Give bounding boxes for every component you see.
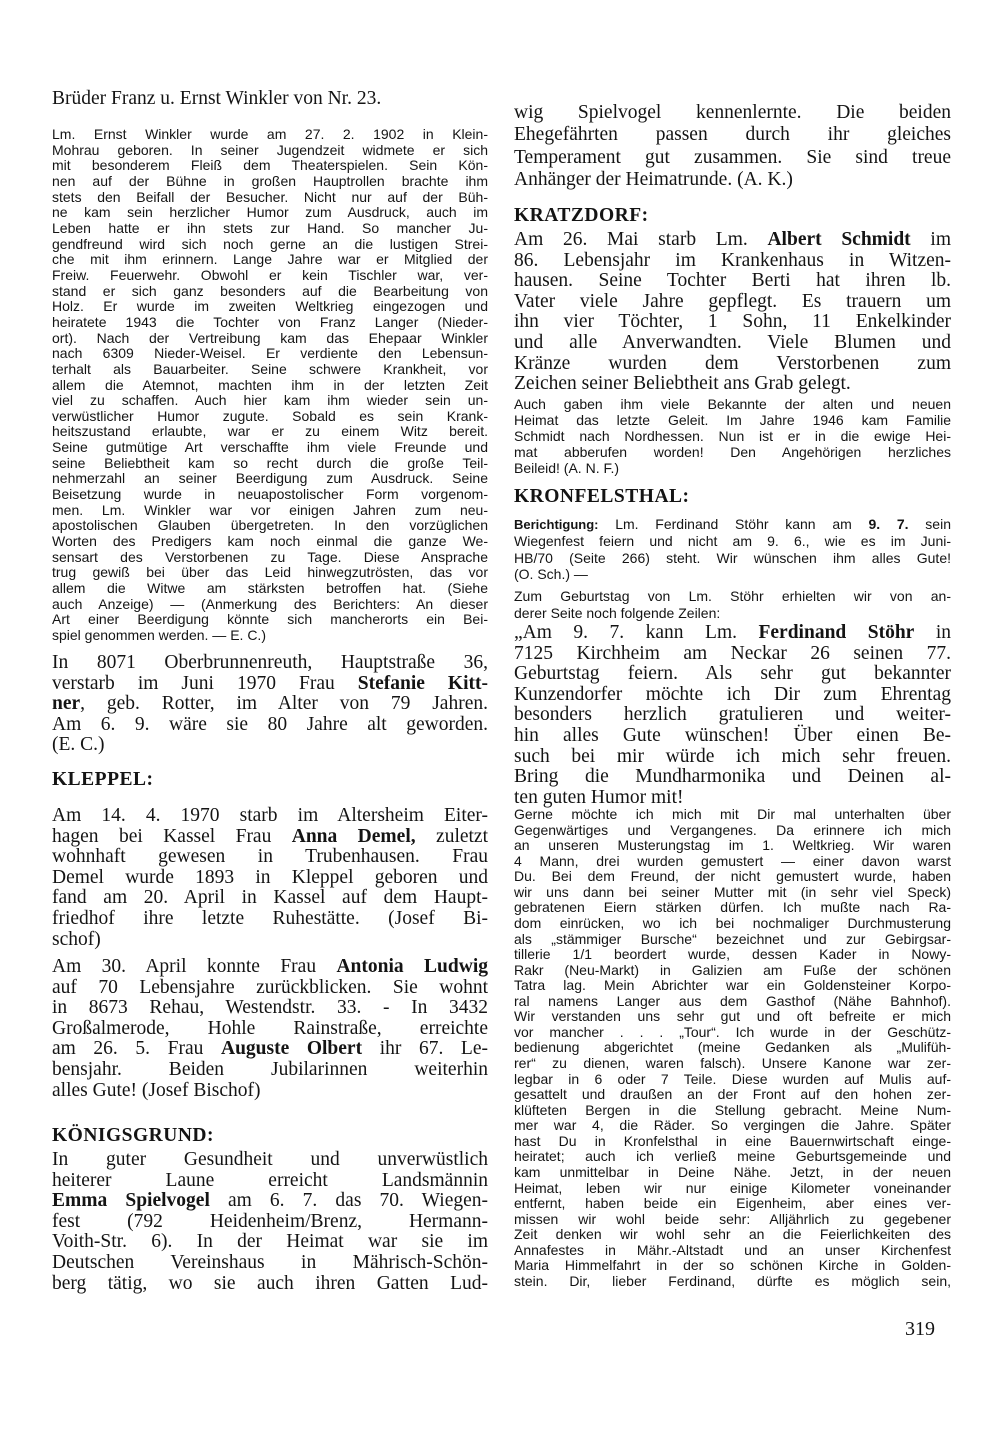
text-line: In 8071 Oberbrunnenreuth, Hauptstraße 36, [52, 652, 488, 673]
text-line: Beileid! (A. N. F.) [514, 460, 620, 476]
text-line: stein. Dir, lieber Ferdinand, dürfte es möglich sein, [514, 1272, 951, 1289]
text-line: schof) [52, 928, 101, 950]
text-line: Heimat das letzte Geleit. Im Jahre 1946 kam Familie [514, 412, 951, 428]
stoehr-letter [514, 807, 951, 1289]
text-segment: zuletzt [415, 825, 489, 847]
text-line: mer war 4, die Räder. So vergingen die Jahre. Später [514, 1117, 951, 1134]
text-segment: , geb. Rotter, im Alter von 79 Jahren. [80, 693, 488, 715]
geburtstag-intro [514, 588, 951, 622]
text-line: heitszustand erlaubte, war er zu einem Witz bereit. [52, 423, 488, 440]
text-line: che mit ihm erinnern. Lange Jahre war er Mitglied der [52, 251, 488, 268]
text-segment: im [910, 229, 951, 250]
text-line: sensart des Verstorbenen zu Tage. Diese Ansprache [52, 548, 488, 565]
text-line: tillerie 1/1 beordert wurde, dessen Kader in Nowy- [514, 946, 951, 963]
text-line: Gegenwärtiges und Vergangenes. Da erinnere ich mich [514, 821, 951, 838]
text-line: stets den Beifall der Besucher. Nicht nur auf der Büh- [52, 188, 488, 205]
spielvogel-notice [52, 1150, 488, 1294]
text-line: friedhof ihre letzte Ruhestätte. (Josef Bi- [52, 907, 488, 929]
text-segment: am 26. 5. Frau [52, 1038, 221, 1060]
text-segment: verstarb im Juni 1970 Frau [52, 672, 358, 694]
bold-name: Auguste Olbert [220, 1038, 363, 1060]
section-heading-koenigsgrund: KÖNIGSGRUND: [52, 1125, 215, 1146]
text-line: Freiw. Feuerwehr. Obwohl er kein Tischler war, ver- [52, 266, 488, 283]
text-line [52, 1039, 488, 1060]
text-segment: am 6. 7. das 70. Wiegen- [209, 1190, 489, 1212]
text-line: ral namens Langer aus dem Gasthof (Nähe Bahnhof). [514, 992, 951, 1009]
winkler-obituary [52, 127, 488, 644]
text-line: allem die Witwe am stärksten betroffen hat. (Siehe [52, 580, 488, 597]
bold-name: Emma Spielvogel [52, 1190, 210, 1212]
text-line: 4 Mann, drei wurden gemustert — einer davon warst [514, 852, 951, 869]
text-line [52, 694, 488, 715]
spielvogel-notice-continued [514, 102, 951, 191]
text-segment: Am 30. April konnte Frau [52, 956, 337, 977]
text-line: derer Seite noch folgende Zeilen: [514, 605, 721, 621]
text-line: Lm. Ernst Winkler wurde am 27. 2. 1902 in Klein- [52, 126, 488, 142]
text-line: heiterer Laune erreicht Landsmännin [52, 1169, 488, 1191]
bold-name: Albert Schmidt [767, 229, 911, 250]
text-line: nehmerzahl an seiner Beerdigung zum Ausdruck. Seine [52, 470, 488, 487]
text-line: Art einer Beerdigung könnte sich mancherorts ein Bei- [52, 611, 488, 628]
text-line: viel zu schaffen. Auch hier kam ihm wieder sein un- [52, 392, 488, 409]
text-line: Geburtstag feiern. Als sehr gut bekannter [514, 663, 951, 685]
text-line: Kränze wurden dem Verstorbenen zum [514, 352, 951, 374]
text-line: ort). Nach der Vertreibung kam das Ehepaar Winkler [52, 329, 488, 346]
text-line: Kunzendorfer möchte ich Dir zum Ehrentag [514, 683, 951, 705]
text-line: stand er sich ganz besonders auf die Bearbeitung von [52, 282, 488, 299]
text-line: verwüstlicher Humor zugute. Sobald es sein Krank- [52, 407, 488, 424]
ludwig-notice [52, 957, 488, 1101]
text-segment: hagen bei Kassel Frau [52, 825, 292, 847]
page-number: 319 [905, 1318, 935, 1340]
text-line: Ehegefährten passen durch ihr gleiches [514, 124, 951, 146]
bold-name: Berichtigung: [514, 517, 599, 532]
text-line [514, 230, 951, 251]
text-line: men. Lm. Winkler war vor einigen Jahren zum neu- [52, 501, 488, 518]
text-line: Großalmerode, Hohle Rainstraße, erreichte [52, 1017, 488, 1039]
text-line: gendfreund wird sich noch gerne an die lustigen Strei- [52, 235, 488, 252]
text-line: nach 6309 Nieder-Weisel. Er verdiente den Lebensun- [52, 345, 488, 362]
text-line: Du. Bei dem Freund, der nicht gemustert wurde, haben [514, 868, 951, 885]
text-line: Wiegenfest feiern und nicht am 9. 6., wie es im Juni- [514, 533, 951, 550]
text-line: Rakr (Neu-Markt) in Galizien am Fuße der schönen [514, 961, 951, 978]
text-line: in 8673 Rehau, Westendstr. 33. - In 3432 [52, 997, 488, 1019]
text-line: ten guten Humor mit! [514, 786, 684, 808]
text-line: (O. Sch.) — [514, 565, 588, 582]
text-line: und alle Anverwandten. Viele Blumen und [514, 331, 951, 353]
text-line: Mohrau geboren. In seiner Jugendzeit widmete er sich [52, 141, 488, 158]
text-line: Beisetzung wurde in neuapostolischer Form vorgenom- [52, 486, 488, 503]
kittner-notice [52, 653, 488, 756]
text-line: auch Anzeige) — (Anmerkung des Berichters: An dieser [52, 595, 488, 612]
text-line: vor mancher . . . „Tour“. Ich wurde in der Geschütz- [514, 1023, 951, 1040]
text-line: Brüder Franz u. Ernst Winkler von Nr. 23. [52, 88, 382, 109]
bold-name: ner [52, 693, 81, 715]
text-line: hin alles Gute wünschen! Über einen Be- [514, 724, 951, 746]
text-line: ne kam sein herzlicher Humor zum Ausdruck, auch im [52, 204, 488, 221]
text-line: kam unmittelbar in Deine Nähe. Jetzt, in der neuen [514, 1163, 951, 1180]
text-line: ihn vier Töchter, 1 Sohn, 11 Enkelkinder [514, 311, 951, 333]
text-line: Seine gutmütige Art verschaffte ihm viele Freunde und [52, 439, 488, 456]
text-line: Tatra lag. Mein Abrichter war ein Goldensteiner Korpo- [514, 977, 951, 994]
text-line: entfernt, haben beide ein Eigenheim, aber eines ver- [514, 1195, 951, 1212]
text-line [52, 827, 488, 848]
text-line: Gerne möchte ich mich mit Dir mal unterhalten über [514, 806, 951, 822]
text-segment: „Am 9. 7. kann Lm. [514, 622, 759, 643]
text-line: wohnhaft gewesen in Trubenhausen. Frau [52, 846, 488, 868]
text-line: bedienung abgerichtet (meine Gedanken als „Mulifüh- [514, 1039, 951, 1056]
stoehr-greeting [514, 623, 951, 808]
text-line: fand am 20. April in Kassel auf dem Haupt- [52, 887, 488, 909]
section-heading-kratzdorf: KRATZDORF: [514, 205, 649, 226]
text-line: apostolischen Glauben übergetreten. In den vorzüglichen [52, 517, 488, 534]
text-line: rer“ zu dienen, waren falsch). Unsere Kanone war zer- [514, 1055, 951, 1071]
text-line: an unseren Musterungstag im 1. Weltkrieg. Wir waren [514, 837, 951, 854]
text-line: 86. Lebensjahr im Krankenhaus in Witzen- [514, 249, 951, 271]
text-segment: Lm. Ferdinand Stöhr kann am [598, 516, 869, 532]
text-line: Wir verstanden uns sehr gut und oft befreite er mich [514, 1008, 951, 1025]
text-line: Schmidt nach Nordhessen. Nun ist er in die ewige Hei- [514, 428, 951, 444]
text-line: Anhänger der Heimatrunde. (A. K.) [514, 168, 793, 190]
section-heading-kleppel: KLEPPEL: [52, 769, 154, 790]
text-line: Leben hatte er ihn stets zur Hand. So mancher Ju- [52, 219, 488, 236]
text-line [52, 674, 488, 695]
text-line: Zeichen seiner Beliebtheit ans Grab gelegt. [514, 373, 851, 395]
text-line: terhalt als Bauarbeiter. Seine schwere Krankheit, vor [52, 360, 488, 377]
bold-name: Stefanie Kitt- [357, 672, 488, 694]
bold-name: Anna Demel, [291, 825, 416, 847]
berichtigung-notice [514, 516, 951, 582]
text-segment: ihr 67. Le- [362, 1038, 488, 1060]
text-segment: Am 26. Mai starb Lm. [514, 229, 768, 250]
text-line: dom einrücken, wo ich bei nochmaliger Durchmusterung [514, 914, 951, 931]
text-line: Auch gaben ihm viele Bekannte der alten und neuen [514, 396, 951, 412]
text-line: besonders herzlich gratulieren und weiter- [514, 704, 951, 726]
text-line: berg tätig, wo sie auch ihren Gatten Lud- [52, 1272, 488, 1294]
text-line: Holz. Er wurde im zweiten Weltkrieg eingezogen und [52, 298, 488, 315]
bold-name: 9. 7. [868, 516, 909, 532]
text-line: HB/70 (Seite 266) steht. Wir wünschen ihm alles Gute! [514, 549, 951, 566]
bold-name: Antonia Ludwig [336, 956, 488, 977]
text-line: gesattelt und draußen an der Front auf den hohen zer- [514, 1086, 951, 1103]
text-line: Vater viele Jahre gepflegt. Es trauern um [514, 290, 951, 312]
text-line: Am 6. 9. wäre sie 80 Jahre alt geworden. [52, 713, 488, 735]
text-line: hausen. Seine Tochter Berti hat ihren lb. [514, 270, 951, 292]
section-heading-kronfelsthal: KRONFELSTHAL: [514, 486, 690, 507]
text-line [52, 1191, 488, 1212]
text-line: mit besonderem Fleiß dem Theaterspielen. Sein Kön- [52, 157, 488, 174]
bold-name: Ferdinand Stöhr [758, 622, 915, 643]
text-line: such bei mir würde ich mich sehr freuen. [514, 745, 951, 767]
text-line [514, 623, 951, 644]
text-line: wig Spielvogel kennenlernte. Die beiden [514, 102, 951, 123]
text-line: In guter Gesundheit und unverwüstlich [52, 1149, 488, 1170]
text-line: Annafestes in Mähr.-Altstadt und an unser Kirchenfest [514, 1241, 951, 1258]
text-line: allem die Atemnot, machten ihm in der letzten Zeit [52, 376, 488, 393]
text-line: bensjahr. Beiden Jubilarinnen weiterhin [52, 1058, 488, 1080]
text-line: klüfteten Bergen in die Stellung gebracht. Meine Num- [514, 1101, 951, 1118]
text-line: Bring die Mundharmonika und Deinen al- [514, 766, 951, 788]
text-line: mat abberufen worden! Den Angehörigen herzliches [514, 444, 951, 460]
text-line: hast Du in Kronfelsthal in eine Bauernwirtschaft einge- [514, 1132, 951, 1149]
text-line: gebratenen Eiern stärken dürfen. Ich mußte nach Ra- [514, 899, 951, 916]
text-line: 7125 Kirchheim am Neckar 26 seinen 77. [514, 642, 951, 664]
text-line: als „stämmiger Bursche“ bezeichnet und zur Gebirgsar- [514, 930, 951, 947]
text-line: spiel genommen werden. — E. C.) [52, 627, 266, 643]
schmidt-notice-small [514, 396, 951, 476]
text-line: Demel wurde 1893 in Kleppel geboren und [52, 866, 488, 888]
text-line: (E. C.) [52, 734, 105, 756]
text-line: Zum Geburtstag von Lm. Stöhr erhielten wir von an- [514, 588, 951, 604]
text-line: Maria Himmelfahrt in der so schönen Kirche in Golden- [514, 1257, 951, 1274]
text-line: seine Beliebtheit kam so recht durch die große Teil- [52, 454, 488, 471]
text-line: trug gewiß bei über das Leid hinwegzutrösten, das vor [52, 564, 488, 581]
text-line: nen auf der Bühne in großen Hauptrollen brachte ihm [52, 172, 488, 189]
text-line: heiratete 1943 die Tochter von Franz Langer (Nieder- [52, 313, 488, 330]
text-line: legbar in 6 oder 7 Teile. Diese wurden auf Mulis auf- [514, 1070, 951, 1087]
text-line: heiratet; auch ich verließ meine Geburtsgemeinde und [514, 1148, 951, 1165]
text-line: Voith-Str. 6). In der Heimat war sie im [52, 1231, 488, 1253]
schmidt-notice [514, 230, 951, 395]
text-line: Am 14. 4. 1970 starb im Altersheim Eiter- [52, 805, 488, 826]
text-line: fest (792 Heidenheim/Brenz, Hermann- [52, 1210, 488, 1232]
intro-line [52, 89, 488, 110]
text-segment: sein [908, 516, 951, 532]
text-segment: in [914, 622, 952, 643]
text-line: Heimat, leben wir nur einige Kilometer voneinander [514, 1179, 951, 1196]
text-line: Deutschen Vereinshaus in Mährisch-Schön- [52, 1251, 488, 1273]
text-line: Zeit denken wir wohl sehr an die Feierlichkeiten des [514, 1226, 951, 1243]
text-line: missen wir wohl beide sehr: Alljährlich zu gegebener [514, 1210, 951, 1227]
text-line [514, 516, 951, 533]
text-line: auf 70 Lebensjahre zurückblicken. Sie wohnt [52, 976, 488, 998]
text-line: alles Gute! (Josef Bischof) [52, 1079, 261, 1101]
text-line: Worten des Predigers kam noch einmal die ganze We- [52, 533, 488, 550]
text-line: wir uns dann bei seiner Mutter mit (in sehr viel Speck) [514, 883, 951, 900]
demel-notice [52, 806, 488, 950]
text-line [52, 957, 488, 978]
text-line: Temperament gut zusammen. Sie sind treue [514, 146, 951, 168]
